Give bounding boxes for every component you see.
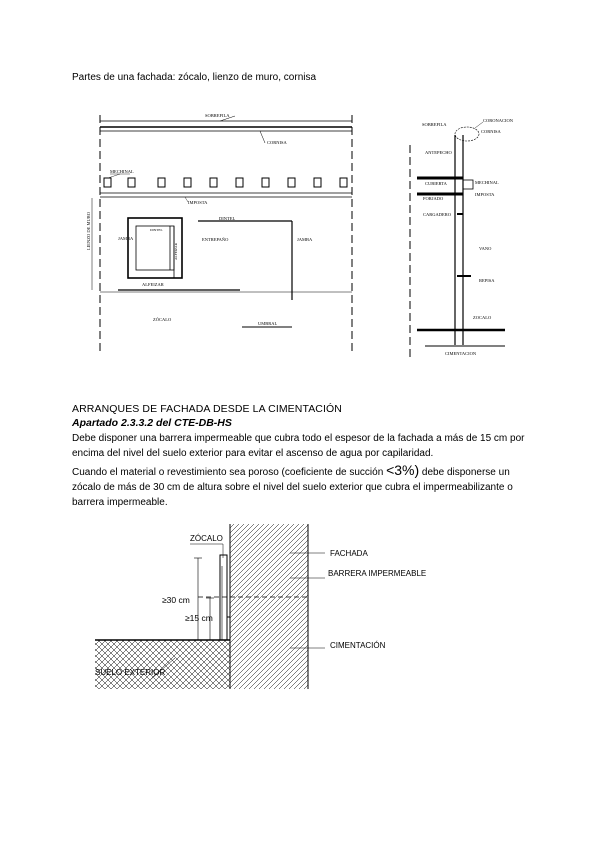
label-dintel-small: DINTEL bbox=[150, 228, 163, 232]
sec-label-cimentacion: CIMENTACION bbox=[445, 351, 477, 356]
sec-label-coronacion: CORONACION bbox=[483, 118, 514, 123]
detail-label-barrera: BARRERA IMPERMEABLE bbox=[328, 569, 427, 578]
paragraph-2 bbox=[72, 463, 532, 510]
section-subheading: Apartado 2.3.3.2 del CTE-DB-HS bbox=[72, 417, 232, 429]
sec-label-forjado: FORJADO bbox=[423, 196, 444, 201]
sec-label-sobrefila: SOBREFILA bbox=[422, 122, 447, 127]
label-imposta: IMPOSTA bbox=[188, 200, 208, 205]
facade-elevation-drawing bbox=[80, 100, 370, 360]
sec-label-repisa: REPISA bbox=[479, 278, 495, 283]
label-entrepano: ENTREPAÑO bbox=[202, 237, 229, 242]
label-jamba-left: JAMBA bbox=[118, 236, 134, 241]
sec-label-mechinal: MECHINAL bbox=[475, 180, 499, 185]
detail-label-fachada: FACHADA bbox=[330, 549, 368, 558]
label-alfeizar-vertical: ALFEIZAR bbox=[174, 243, 178, 260]
label-mechinal: MECHINAL bbox=[110, 169, 134, 174]
label-alfeizar: ALFEIZAR bbox=[142, 282, 164, 287]
detail-label-15cm: ≥15 cm bbox=[185, 613, 213, 623]
sec-label-antepecho: ANTEPECHO bbox=[425, 150, 452, 155]
sec-label-cargadero: CARGADERO bbox=[423, 212, 452, 217]
detail-label-zocalo: ZÓCALO bbox=[190, 534, 223, 543]
foundation-detail-drawing bbox=[90, 518, 430, 693]
detail-label-30cm: ≥30 cm bbox=[162, 595, 190, 605]
sec-label-cornisa: CORNISA bbox=[481, 129, 501, 134]
sec-label-vano: VANO bbox=[479, 246, 492, 251]
paragraph-2-symbol: <3%) bbox=[386, 462, 420, 478]
label-jamba-right: JAMBA bbox=[297, 237, 313, 242]
label-zocalo: ZÓCALO bbox=[153, 317, 172, 322]
figure-caption: Partes de una fachada: zócalo, lienzo de muro, cornisa bbox=[72, 72, 317, 83]
paragraph-1: Debe disponer una barrera impermeable que cubra todo el espesor de la fachada a más de 15 cm por encima del nivel del suelo exterior para evitar el ascenso de agua por capilaridad. bbox=[72, 433, 525, 459]
section-heading: ARRANQUES DE FACHADA DESDE LA CIMENTACIÓN bbox=[72, 403, 342, 415]
paragraph-2-start: Cuando el material o revestimiento sea poroso (coeficiente de succión bbox=[72, 467, 387, 478]
sec-label-imposta: IMPOSTA bbox=[475, 192, 495, 197]
sec-label-cubierta: CUBIERTA bbox=[425, 181, 447, 186]
sec-label-zocalo: ZOCALO bbox=[473, 315, 492, 320]
label-sobrefila: SOBREFILA bbox=[205, 113, 230, 118]
label-lienzo: LIENZO DE MURO bbox=[86, 212, 91, 250]
paragraph-2-end: debe disponerse un zócalo de más de 30 cm de altura sobre el nivel del suelo exterior que cubra el impermeabilizante o barrera impermeable. bbox=[72, 467, 513, 508]
label-cornisa: CORNISA bbox=[267, 140, 287, 145]
detail-label-cimentacion: CIMENTACIÓN bbox=[330, 641, 386, 650]
facade-section-drawing bbox=[405, 110, 530, 365]
detail-label-suelo: SUELO EXTERIOR bbox=[95, 668, 166, 677]
label-umbral: UMBRAL bbox=[258, 321, 278, 326]
label-dintel: DINTEL bbox=[219, 216, 236, 221]
